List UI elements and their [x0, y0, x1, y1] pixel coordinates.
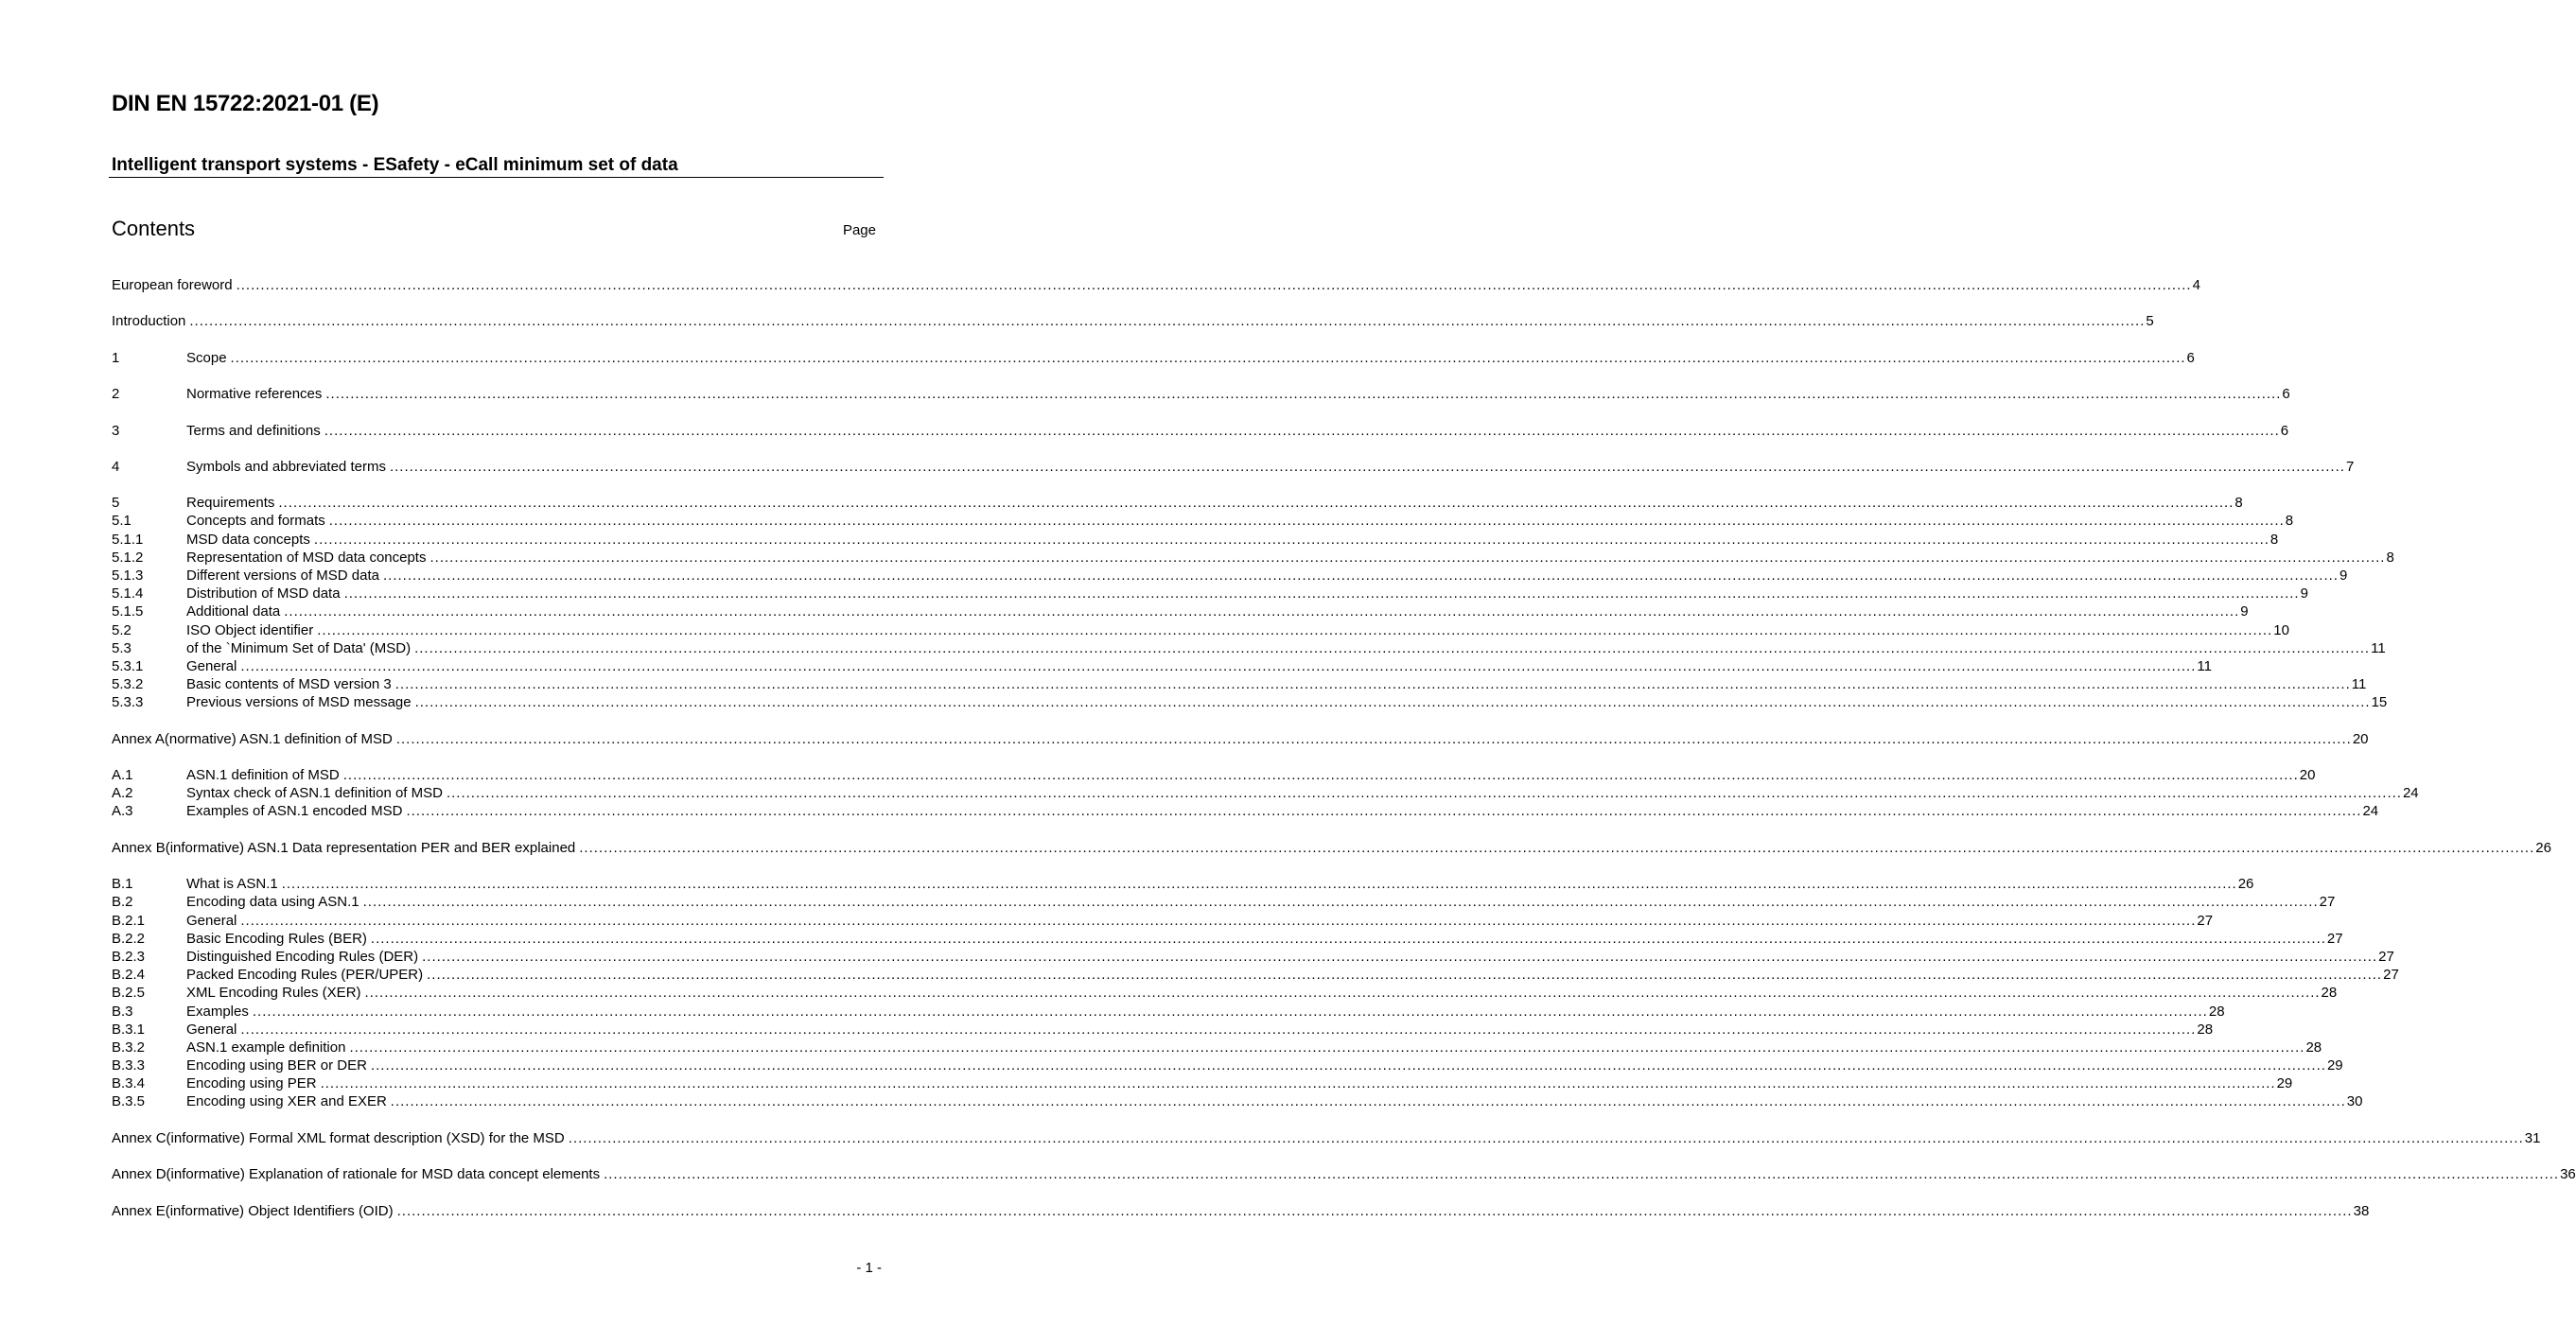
toc-entry-title: Basic contents of MSD version 3	[186, 676, 392, 693]
toc-entry-number: 5.1.2	[112, 549, 144, 566]
toc-entry-number: A.3	[112, 803, 133, 820]
toc-entry[interactable]	[112, 1092, 2363, 1110]
toc-entry-number: B.2.1	[112, 912, 146, 929]
toc-group	[112, 730, 2369, 748]
toc-entry-number: B.1	[112, 876, 133, 893]
toc-entry-page: 27	[2197, 912, 2214, 929]
toc-dot-leader: ................................................................................................................................................................................................................................................................................................................................................................................................................	[414, 639, 2371, 656]
toc-entry-number: 5.2	[112, 621, 131, 638]
page-column-heading: Page	[842, 222, 876, 238]
toc-entry-number: 5.1.1	[112, 531, 144, 548]
toc-entry-page: 24	[2402, 785, 2419, 802]
toc-group	[112, 875, 2399, 1110]
toc-group	[112, 766, 2419, 821]
toc-dot-leader: ................................................................................................................................................................................................................................................................................................................................................................................................................	[343, 585, 2300, 602]
document-id: DIN EN 15722:2021-01 (E)	[112, 91, 379, 116]
toc-entry-page: 9	[2300, 585, 2308, 602]
toc-entry-page: 6	[2280, 422, 2289, 439]
toc-entry-number: B.3	[112, 1003, 133, 1020]
toc-entry[interactable]	[112, 912, 2214, 930]
toc-entry-page: 8	[2386, 549, 2394, 566]
toc-dot-leader: ................................................................................................................................................................................................................................................................................................................................................................................................................	[446, 785, 2402, 802]
toc-entry[interactable]	[112, 730, 2369, 748]
toc-entry-page: 11	[2371, 639, 2386, 656]
toc-entry[interactable]	[112, 385, 2290, 403]
toc-entry-page: 5	[2146, 313, 2154, 330]
toc-entry-title: Encoding using XER and EXER	[186, 1093, 387, 1110]
toc-group	[112, 312, 2154, 330]
toc-entry-number: 2	[112, 386, 120, 403]
toc-entry-title: General	[186, 912, 237, 929]
toc-dot-leader: ................................................................................................................................................................................................................................................................................................................................................................................................................	[370, 930, 2326, 947]
toc-entry-page: 10	[2273, 621, 2289, 638]
toc-dot-leader: ................................................................................................................................................................................................................................................................................................................................................................................................................	[284, 603, 2240, 620]
toc-entry[interactable]	[112, 458, 2355, 476]
toc-dot-leader: ................................................................................................................................................................................................................................................................................................................................................................................................................	[414, 694, 2371, 711]
toc-entry-title: Distinguished Encoding Rules (DER)	[186, 948, 419, 965]
toc-dot-leader: ................................................................................................................................................................................................................................................................................................................................................................................................................	[395, 730, 2352, 747]
toc-entry-page: 26	[2535, 839, 2551, 856]
toc-entry[interactable]	[112, 602, 2249, 620]
toc-entry[interactable]	[112, 966, 2399, 984]
toc-entry-page: 26	[2237, 876, 2254, 893]
toc-dot-leader: ................................................................................................................................................................................................................................................................................................................................................................................................................	[364, 985, 2321, 1002]
toc-entry-page: 31	[2524, 1129, 2541, 1146]
toc-dot-leader: ................................................................................................................................................................................................................................................................................................................................................................................................................	[394, 676, 2351, 693]
toc-entry-page: 28	[2321, 985, 2338, 1002]
toc-entry-page: 28	[2208, 1003, 2225, 1020]
toc-entry-page: 20	[2352, 730, 2369, 747]
toc-dot-leader: ................................................................................................................................................................................................................................................................................................................................................................................................................	[281, 876, 2237, 893]
toc-dot-leader: ................................................................................................................................................................................................................................................................................................................................................................................................................	[230, 349, 2186, 366]
toc-entry[interactable]	[112, 693, 2388, 711]
toc-entry-title: General	[186, 1021, 237, 1038]
toc-group	[112, 276, 2200, 294]
toc-entry-title: XML Encoding Rules (XER)	[186, 985, 361, 1002]
toc-entry[interactable]	[112, 531, 2279, 549]
toc-entry-page: 27	[2319, 894, 2336, 911]
toc-entry-title: Annex E(informative) Object Identifiers (OID)	[112, 1202, 394, 1219]
toc-entry-page: 24	[2362, 803, 2379, 820]
toc-dot-leader: ................................................................................................................................................................................................................................................................................................................................................................................................................	[427, 967, 2383, 984]
toc-entry-page: 28	[2305, 1039, 2322, 1056]
toc-entry-title: Introduction	[112, 313, 186, 330]
toc-entry[interactable]	[112, 784, 2419, 802]
toc-entry-title: Requirements	[186, 495, 275, 512]
toc-entry-title: Additional data	[186, 603, 281, 620]
toc-group	[112, 458, 2355, 476]
toc-entry-number: B.2	[112, 894, 133, 911]
toc-entry-page: 11	[2197, 657, 2212, 674]
toc-entry-number: 5.1.3	[112, 567, 144, 584]
toc-entry[interactable]	[112, 512, 2294, 530]
toc-entry-number: 5.1	[112, 513, 131, 530]
toc-entry-page: 27	[2378, 948, 2394, 965]
toc-dot-leader: ................................................................................................................................................................................................................................................................................................................................................................................................................	[382, 567, 2339, 584]
toc-entry[interactable]	[112, 422, 2289, 440]
page-number-footer: - 1 -	[856, 1260, 882, 1276]
toc-entry-page: 29	[2276, 1075, 2293, 1092]
toc-entry[interactable]	[112, 349, 2195, 367]
toc-entry-title: Scope	[186, 349, 227, 366]
toc-entry-title: Annex D(informative) Explanation of rationale for MSD data concept elements	[112, 1166, 601, 1183]
toc-entry-title: Packed Encoding Rules (PER/UPER)	[186, 967, 424, 984]
toc-dot-leader: ................................................................................................................................................................................................................................................................................................................................................................................................................	[429, 549, 2386, 566]
toc-dot-leader: ................................................................................................................................................................................................................................................................................................................................................................................................................	[317, 621, 2273, 638]
toc-entry-title: Examples of ASN.1 encoded MSD	[186, 803, 403, 820]
toc-entry[interactable]	[112, 802, 2379, 820]
toc-dot-leader: ................................................................................................................................................................................................................................................................................................................................................................................................................	[342, 767, 2299, 784]
toc-entry-title: Different versions of MSD data	[186, 567, 379, 584]
toc-dot-leader: ................................................................................................................................................................................................................................................................................................................................................................................................................	[236, 277, 2192, 293]
toc-entry-title: ISO Object identifier	[186, 621, 314, 638]
toc-entry[interactable]	[112, 1165, 2576, 1183]
toc-entry-page: 8	[2285, 513, 2294, 530]
toc-entry-number: 4	[112, 458, 120, 475]
toc-group	[112, 1202, 2370, 1220]
toc-entry[interactable]	[112, 948, 2394, 966]
toc-entry-page: 38	[2353, 1202, 2370, 1219]
toc-entry[interactable]	[112, 1039, 2322, 1056]
toc-entry-page: 30	[2346, 1093, 2363, 1110]
toc-dot-leader: ................................................................................................................................................................................................................................................................................................................................................................................................................	[240, 1021, 2197, 1038]
toc-entry-number: A.2	[112, 785, 133, 802]
toc-entry-number: 5.3.2	[112, 676, 144, 693]
toc-entry[interactable]	[112, 675, 2367, 693]
toc-entry-number: B.3.2	[112, 1039, 146, 1056]
toc-entry-title: Normative references	[186, 386, 323, 403]
toc-entry[interactable]	[112, 567, 2348, 585]
toc-entry-number: B.2.3	[112, 948, 146, 965]
toc-entry-number: B.2.5	[112, 985, 146, 1002]
toc-entry-title: What is ASN.1	[186, 876, 278, 893]
toc-entry-page: 27	[2326, 930, 2343, 947]
toc-dot-leader: ................................................................................................................................................................................................................................................................................................................................................................................................................	[240, 912, 2197, 929]
toc-entry[interactable]	[112, 494, 2243, 512]
toc-entry-title: Annex B(informative) ASN.1 Data representation PER and BER explained	[112, 839, 576, 856]
toc-entry[interactable]	[112, 312, 2154, 330]
toc-dot-leader: ................................................................................................................................................................................................................................................................................................................................................................................................................	[278, 495, 2234, 512]
toc-entry-number: 5.3.3	[112, 694, 144, 711]
toc-group	[112, 385, 2290, 403]
toc-entry-title: Encoding data using ASN.1	[186, 894, 359, 911]
toc-entry-page: 28	[2197, 1021, 2214, 1038]
toc-entry-title: ASN.1 example definition	[186, 1039, 346, 1056]
toc-entry-number: B.3.1	[112, 1021, 146, 1038]
toc-dot-leader: ................................................................................................................................................................................................................................................................................................................................................................................................................	[422, 948, 2378, 965]
toc-entry-title: Representation of MSD data concepts	[186, 549, 427, 566]
toc-entry-page: 36	[2560, 1166, 2576, 1183]
toc-entry-page: 8	[2234, 495, 2243, 512]
toc-group	[112, 839, 2551, 857]
toc-entry-number: 5.1.5	[112, 603, 144, 620]
toc-entry[interactable]	[112, 1003, 2225, 1021]
toc-entry[interactable]	[112, 766, 2316, 784]
toc-entry-title: Basic Encoding Rules (BER)	[186, 930, 367, 947]
toc-entry[interactable]	[112, 875, 2254, 893]
toc-entry-title: Symbols and abbreviated terms	[186, 458, 386, 475]
contents-heading: Contents	[112, 217, 196, 240]
toc-entry[interactable]	[112, 639, 2386, 657]
title-divider	[109, 177, 884, 178]
toc-entry-page: 9	[2339, 567, 2348, 584]
toc-dot-leader: ................................................................................................................................................................................................................................................................................................................................................................................................................	[568, 1129, 2524, 1146]
toc-dot-leader: ................................................................................................................................................................................................................................................................................................................................................................................................................	[604, 1166, 2560, 1183]
toc-entry-number: B.3.3	[112, 1057, 146, 1074]
toc-dot-leader: ................................................................................................................................................................................................................................................................................................................................................................................................................	[320, 1075, 2276, 1092]
toc-entry-title: Previous versions of MSD message	[186, 694, 412, 711]
toc-entry-title: Encoding using BER or DER	[186, 1057, 367, 1074]
toc-dot-leader: ................................................................................................................................................................................................................................................................................................................................................................................................................	[240, 657, 2197, 674]
toc-group	[112, 1165, 2576, 1183]
toc-entry-page: 29	[2326, 1057, 2343, 1074]
toc-dot-leader: ................................................................................................................................................................................................................................................................................................................................................................................................................	[389, 458, 2345, 475]
toc-entry-number: B.3.5	[112, 1093, 146, 1110]
toc-entry-page: 20	[2299, 767, 2316, 784]
toc-entry[interactable]	[112, 585, 2308, 602]
toc-entry-page: 15	[2371, 694, 2388, 711]
toc-dot-leader: ................................................................................................................................................................................................................................................................................................................................................................................................................	[579, 839, 2535, 856]
toc-dot-leader: ................................................................................................................................................................................................................................................................................................................................................................................................................	[370, 1057, 2326, 1074]
toc-dot-leader: ................................................................................................................................................................................................................................................................................................................................................................................................................	[349, 1039, 2305, 1056]
table-of-contents	[112, 276, 2576, 1238]
toc-entry-title: Concepts and formats	[186, 513, 325, 530]
toc-entry[interactable]	[112, 276, 2200, 294]
toc-entry-page: 9	[2240, 603, 2249, 620]
toc-entry-title: Annex A(normative) ASN.1 definition of MSD	[112, 730, 393, 747]
toc-entry-page: 11	[2351, 676, 2367, 693]
toc-entry[interactable]	[112, 1074, 2293, 1092]
toc-entry-title: General	[186, 657, 237, 674]
toc-entry-title: of the `Minimum Set of Data' (MSD)	[186, 639, 412, 656]
toc-dot-leader: ................................................................................................................................................................................................................................................................................................................................................................................................................	[328, 513, 2285, 530]
toc-group	[112, 1129, 2541, 1147]
toc-entry-number: B.3.4	[112, 1075, 146, 1092]
toc-entry-number: B.2.2	[112, 930, 146, 947]
toc-entry-number: 3	[112, 422, 120, 439]
toc-entry[interactable]	[112, 1129, 2541, 1147]
toc-entry[interactable]	[112, 930, 2343, 948]
toc-entry-title: Terms and definitions	[186, 422, 321, 439]
toc-dot-leader: ................................................................................................................................................................................................................................................................................................................................................................................................................	[396, 1202, 2353, 1219]
toc-group	[112, 494, 2394, 711]
toc-entry[interactable]	[112, 621, 2289, 639]
toc-entry-title: ASN.1 definition of MSD	[186, 767, 340, 784]
toc-entry-number: 5.3	[112, 639, 131, 656]
toc-dot-leader: ................................................................................................................................................................................................................................................................................................................................................................................................................	[325, 386, 2282, 403]
toc-dot-leader: ................................................................................................................................................................................................................................................................................................................................................................................................................	[362, 894, 2319, 911]
toc-dot-leader: ................................................................................................................................................................................................................................................................................................................................................................................................................	[252, 1003, 2208, 1020]
document-subtitle: Intelligent transport systems - ESafety - eCall minimum set of data	[112, 155, 678, 175]
toc-entry-title: Annex C(informative) Formal XML format description (XSD) for the MSD	[112, 1129, 565, 1146]
toc-entry[interactable]	[112, 1021, 2214, 1039]
toc-entry[interactable]	[112, 839, 2551, 857]
toc-entry-page: 7	[2345, 458, 2355, 475]
toc-entry-title: Examples	[186, 1003, 249, 1020]
toc-entry-number: A.1	[112, 767, 133, 784]
toc-entry[interactable]	[112, 657, 2212, 675]
toc-entry-number: 5.1.4	[112, 585, 144, 602]
toc-dot-leader: ................................................................................................................................................................................................................................................................................................................................................................................................................	[324, 422, 2280, 439]
toc-dot-leader: ................................................................................................................................................................................................................................................................................................................................................................................................................	[390, 1093, 2346, 1110]
toc-dot-leader: ................................................................................................................................................................................................................................................................................................................................................................................................................	[406, 803, 2362, 820]
toc-dot-leader: ................................................................................................................................................................................................................................................................................................................................................................................................................	[313, 531, 2269, 548]
toc-entry-title: Syntax check of ASN.1 definition of MSD	[186, 785, 443, 802]
toc-group	[112, 422, 2289, 440]
toc-entry[interactable]	[112, 984, 2338, 1002]
toc-entry[interactable]	[112, 1202, 2370, 1220]
toc-entry-number: B.2.4	[112, 967, 146, 984]
toc-entry-title: MSD data concepts	[186, 531, 310, 548]
toc-entry[interactable]	[112, 1056, 2343, 1074]
toc-group	[112, 349, 2195, 367]
toc-entry[interactable]	[112, 549, 2394, 567]
toc-entry-number: 1	[112, 349, 120, 366]
toc-entry-title: European foreword	[112, 277, 233, 293]
toc-entry-page: 8	[2269, 531, 2279, 548]
toc-entry-number: 5.3.1	[112, 657, 144, 674]
toc-entry-page: 4	[2192, 277, 2200, 293]
toc-dot-leader: ................................................................................................................................................................................................................................................................................................................................................................................................................	[189, 313, 2146, 330]
toc-entry-number: 5	[112, 495, 120, 512]
toc-entry-page: 27	[2383, 967, 2399, 984]
toc-entry-page: 6	[2282, 386, 2290, 403]
toc-entry[interactable]	[112, 893, 2336, 911]
toc-entry-page: 6	[2186, 349, 2195, 366]
toc-entry-title: Distribution of MSD data	[186, 585, 341, 602]
toc-entry-title: Encoding using PER	[186, 1075, 317, 1092]
